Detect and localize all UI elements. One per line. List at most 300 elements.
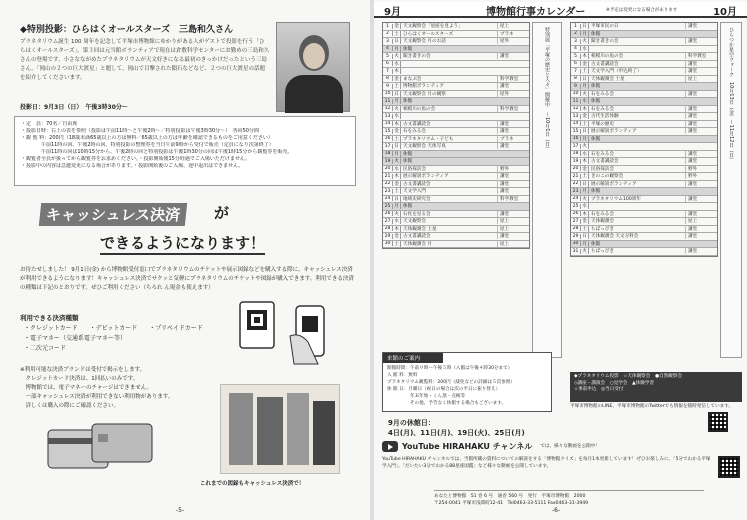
calendar-event: 天体観測会 [591,219,614,225]
calendar-place: 講堂 [685,106,717,112]
calendar-event: ちばっぴき [591,249,614,255]
calendar-date: 10 [571,91,581,96]
calendar-row [571,143,717,151]
calendar-weekday: 金 [581,113,589,119]
calendar-date: 29 [383,234,393,239]
calendar-place: 科学教室 [497,196,529,202]
calendar-place: 講堂 [497,233,529,239]
calendar-date: 1 [383,24,393,29]
footer [434,490,704,507]
calendar-event: ひらはくオールスターズ [403,31,454,37]
calendar-weekday: 火 [393,211,401,217]
youtube-icon [382,441,398,452]
calendar-event: 石をみる会 [591,91,614,97]
calendar-row [383,98,529,106]
calendar-place: 講堂 [497,143,529,149]
calendar-row [571,113,717,121]
footer-line: 〒254-0041 平塚市浅間町12-41 Tel0463-33-5111 Fax0463-31-3949 [434,501,589,506]
guest-photo [276,22,350,112]
calendar-row [383,46,529,54]
calendar-weekday: 月 [581,188,589,194]
calendar-place: 野外 [497,166,529,172]
calendar-event: 休館 [591,241,601,247]
calendar-weekday: 木 [393,68,401,74]
hours-line: プラネタリウム観覧料：200円（減免などの詳細は５頁参照） [387,380,516,385]
calendar-event: 古文書講読会 [403,181,431,187]
calendar-weekday: 木 [581,158,589,164]
calendar-weekday: 水 [393,61,401,67]
calendar-place: 講堂 [497,128,529,134]
calendar-date: 14 [383,121,393,126]
calendar-row [383,211,529,219]
calendar-date: 1 [571,24,581,29]
calendar-date: 24 [571,196,581,201]
calendar-place: 野外 [685,173,717,179]
calendar-place: 講堂 [685,158,717,164]
payment-notes [20,366,210,411]
calendar-date: 4 [383,46,393,51]
left-page [0,0,370,520]
info-line: ・定 員：70名／自由席 [21,121,78,127]
calendar-weekday: 水 [581,203,589,209]
calendar-row [571,151,717,159]
calendar-event: 古代生活体験 [591,114,619,120]
calendar-row [383,203,529,211]
calendar-row [383,173,529,181]
calendar-weekday: 土 [393,83,401,89]
calendar-place: 講堂 [497,83,529,89]
calendar-event: 天文観察会 天体写真 [403,144,446,150]
calendar-event: 休館 [403,151,413,157]
calendar-row [571,233,717,241]
calendar-row [571,128,717,136]
calendar-place: 科学教室 [497,106,529,112]
calendar-date: 15 [571,129,581,134]
calendar-row [383,241,529,249]
calendar-place: 講堂 [685,211,717,217]
calendar-date: 25 [571,204,581,209]
calendar-event: 休館 [403,46,413,52]
calendar-row [571,31,717,39]
calendar-weekday: 日 [393,91,401,97]
planetarium-info-box [14,116,356,186]
calendar-date: 24 [383,196,393,201]
calendar-date: 16 [383,136,393,141]
calendar-weekday: 火 [581,143,589,149]
calendar-event: 平塚市民の日 [591,24,619,30]
payment-methods-list [24,324,203,354]
calendar-place: 講堂 [685,128,717,134]
calendar-event: 休館 [403,159,413,165]
youtube-title: YouTube HIRAHAKU チャンネル [402,441,533,451]
calendar-weekday: 火 [393,53,401,59]
calendar-place: 講堂 [497,181,529,187]
calendar-place: 屋外 [497,91,529,97]
calendar-date: 20 [571,166,581,171]
calendar-row [383,76,529,84]
calendar-date: 22 [571,181,581,186]
calendar-row [571,188,717,196]
calendar-weekday: 日 [581,23,589,29]
calendar-date: 8 [383,76,393,81]
calendar-row [571,98,717,106]
calendar-weekday: 金 [393,233,401,239]
calendar-date: 7 [383,69,393,74]
guest-body: プラネタリウム誕生 100 周年を記念して平塚市博物館にゆかりがある人がゲストで投影を行う「ひらはくオールスターズ」。第３回は元当館ボランティアで現在は倉敷科学センターにお勤めの三島和久さんの登場です。小さなながめたプラネタリウムが天文好きになる最初のきっかけだったという三島さん。「岡山の２つの巨大渡星」と題して、岡山で目撃された隕石などなど、２つの巨大渡星の話題を紹介してくださいます。 [20,39,270,81]
legend-line: ◆プラネタリウム投影 ☆天体観察会 ●自然観察会 [574,374,682,379]
cashless-heading: キャッシュレス決済 [39,203,188,226]
method-debit: ・デビットカード [89,325,138,332]
calendar-row [571,91,717,99]
calendar-place: 科学教室 [685,53,717,59]
calendar-event: 休館 [403,204,413,210]
calendar-place: 屋上 [497,218,529,224]
calendar-weekday: 金 [581,218,589,224]
hours-line: 開館時間：午前９時～午後５時（入館は午後４時30分まで） [387,366,513,371]
vertical-note: 特別展「平塚の歴史と人々」開催中 ～10月1日（日） [544,27,550,152]
calendar-weekday: 木 [393,226,401,232]
visitor-info-box [382,352,552,412]
calendar-place: 講堂 [685,196,717,202]
calendar-date: 9 [383,84,393,89]
calendar-event: 天文観察会 [403,219,426,225]
calendar-place: 講堂 [685,226,717,232]
vertical-note-bar [532,22,562,358]
calendar-row [383,151,529,159]
calendar-row [571,218,717,226]
calendar-date: 8 [571,76,581,81]
calendar-event: 天文学入門 [403,189,426,195]
calendar-row [571,211,717,219]
calendar-place: 講堂 [685,68,717,74]
method-prepaid: ・プリペイドカード [149,325,203,332]
calendar-weekday: 日 [581,76,589,82]
calendar-date: 16 [571,136,581,141]
cashless-heading-2: できるようになります！ [100,232,265,255]
calendar-date: 31 [571,249,581,254]
calendar-place: 講堂 [685,181,717,187]
calendar-weekday: 土 [581,226,589,232]
calendar-weekday: 木 [393,173,401,179]
calendar-row [571,248,717,256]
calendar-weekday: 金 [581,166,589,172]
calendar-event: 休館 [591,84,601,90]
calendar-date: 21 [571,174,581,179]
calendar-date: 5 [383,54,393,59]
calendar-date: 12 [383,106,393,111]
calendar-title: 博物館行事カレンダー [486,7,586,18]
calendar-legend [570,372,742,402]
calendar-row [571,23,717,31]
qr-code-youtube[interactable] [718,456,740,478]
calendar-weekday: 土 [393,136,401,142]
closed-days-title: 9月の休館日： [388,419,435,427]
calendar-row [571,83,717,91]
calendar-row [571,158,717,166]
calendar-date: 9 [571,84,581,89]
calendar-place: 屋外 [497,38,529,44]
calendar-weekday: 火 [581,248,589,254]
calendar-date: 7 [571,69,581,74]
calendar-row [383,181,529,189]
calendar-date: 23 [571,189,581,194]
hours-line: その他、予告なく休館する場合もございます。 [387,401,507,406]
calendar-date: 13 [383,114,393,119]
calendar-date: 15 [383,129,393,134]
calendar-place: 講堂 [685,61,717,67]
calendar-row [383,226,529,234]
september-calendar [382,22,530,249]
vertical-note-bar-2 [720,22,742,358]
calendar-weekday: 日 [393,196,401,202]
page-number-left: -5- [176,507,185,514]
calendar-weekday: 土 [393,188,401,194]
calendar-row [383,23,529,31]
calendar-weekday: 火 [393,106,401,112]
calendar-event: 古文書講読会 [591,61,619,67]
books-caption: これまでの図録もキャッシュレス決済で！ [200,481,305,487]
calendar-weekday: 水 [581,98,589,104]
calendar-weekday: 水 [581,46,589,52]
calendar-weekday: 月 [393,46,401,52]
info-line: ・観 覧 料：200円（18歳未満65歳以上の方は無料／65歳以上の方は年齢を確認できるものをご用意ください） [21,135,273,141]
calendar-weekday: 月 [581,241,589,247]
calendar-weekday: 金 [393,23,401,29]
calendar-place: 講堂 [497,188,529,194]
calendar-place: 講堂 [685,151,717,157]
calendar-place: 講堂 [685,121,717,127]
calendar-date: 11 [571,99,581,104]
calendar-weekday: 月 [393,98,401,104]
calendar-place: 講堂 [685,91,717,97]
calendar-event: 博物館ボランティア [403,84,444,90]
calendar-weekday: 土 [393,31,401,37]
page-number-right: -6- [552,507,561,514]
calendar-event: 相模川の魚の会 [403,106,436,112]
legend-line: ◇講座・講演会 ○見学会 ▲体験学習 [574,380,654,386]
calendar-row [571,203,717,211]
calendar-date: 14 [571,121,581,126]
calendar-row [383,136,529,144]
guest-title: ◆特別投影：ひらはくオールスターズ 三島和久さん [20,25,234,35]
calendar-event: 天体観測会 土星 [591,76,625,82]
calendar-event: 天体観測会 天文分科会 [591,234,639,240]
calendar-weekday: 土 [393,241,401,247]
calendar-event: 天文観察会 月の観察 [403,91,446,97]
calendar-event: 石をみる会 [403,129,426,135]
calendar-date: 22 [383,181,393,186]
qr-payment-illustration [230,296,350,368]
calendar-weekday: 水 [393,218,401,224]
calendar-weekday: 木 [581,211,589,217]
calendar-event: 石をみる会 [591,106,614,112]
info-line: ・投影日時：右上の表を参照（投影は午前11時～と午後2時～／特別投影は午後3時30分～） 各回50分間 [21,128,259,134]
calendar-row [383,218,529,226]
calendar-place: 講堂 [685,248,717,254]
calendar-date: 27 [383,219,393,224]
calendar-weekday: 月 [581,136,589,142]
calendar-event: 聞き書きの会 [591,39,619,45]
calendar-place: 講堂 [497,173,529,179]
calendar-date: 6 [383,61,393,66]
calendar-row [383,31,529,39]
calendar-row [383,113,529,121]
calendar-row [571,106,717,114]
calendar-row [383,91,529,99]
calendar-event: 平塚の歴史 [591,121,614,127]
calendar-event: 休館 [591,99,601,105]
calendar-row [571,121,717,129]
calendar-weekday: 日 [393,38,401,44]
calendar-date: 10 [383,91,393,96]
calendar-event: プラネタリウム・子ども [403,136,454,142]
calendar-date: 12 [571,106,581,111]
calendar-weekday: 金 [581,61,589,67]
calendar-place: 講堂 [497,121,529,127]
calendar-row [383,143,529,151]
youtube-subtitle: では、様々な動画を公開中！ [540,444,600,449]
calendar-row [571,241,717,249]
calendar-place: 屋上 [497,23,529,29]
calendar-event: 展示解説ボランティア [591,129,637,135]
month-october-label: 10月 [713,7,737,18]
calendar-date: 21 [383,174,393,179]
closed-days: 4日(月)、11日(月)、19日(火)、25日(月) [388,429,525,437]
calendar-event: 休館 [591,136,601,142]
calendar-row [383,128,529,136]
calendar-event: 休館 [591,31,601,37]
calendar-date: 3 [571,39,581,44]
calendar-row [383,106,529,114]
calendar-date: 18 [383,151,393,156]
note-line: 一部キャッシュレス決済が利用できない利用物があります。 [20,394,174,400]
calendar-weekday: 金 [393,181,401,187]
calendar-date: 2 [383,31,393,36]
legend-line: ☆事前申込 ◎当日受付 [574,387,624,392]
youtube-body: YouTube HIRAHAKU チャンネルでは、当館所蔵の資料についての解説をする「博物館クイズ」を毎月1本更新しています！ぜひお楽しみに。「5分でわかる平塚学入門」、「だいたい3分でわかる88星座図鑑」など様々な動画を公開しています。 [382,457,711,469]
calendar-date: 26 [571,211,581,216]
calendar-row [383,53,529,61]
calendar-event: 地域史研究会 [403,196,431,202]
calendar-row [383,188,529,196]
calendar-date: 2 [571,31,581,36]
card-payment-illustration [40,418,160,478]
line-info: 平塚市博物館のLINE、平塚市博物館のTwitterでも情報を随時発信しています。 [570,404,734,409]
calendar-date: 5 [571,54,581,59]
calendar-weekday: 木 [581,106,589,112]
note-line: 詳しくは購入の際にご確認ください。 [20,403,120,409]
calendar-event: 天体観測会 月 [403,241,433,247]
calendar-row [383,38,529,46]
hours-line: 入 館 料：無料 [387,373,418,378]
calendar-place: プラネ [497,136,529,142]
calendar-header [374,2,747,18]
calendar-weekday: 土 [581,68,589,74]
month-september-label: 9月 [384,7,401,18]
calendar-place: 屋上 [497,241,529,247]
calendar-weekday: 火 [581,91,589,97]
calendar-row [383,121,529,129]
calendar-date: 23 [383,189,393,194]
calendar-weekday: 火 [581,38,589,44]
calendar-event: 石をみる会 [591,211,614,217]
calendar-weekday: 土 [581,121,589,127]
calendar-place: 科学教室 [497,76,529,82]
calendar-row [571,53,717,61]
calendar-date: 20 [383,166,393,171]
calendar-weekday: 火 [393,158,401,164]
calendar-row [383,166,529,174]
calendar-event: 石化を見る会 [403,211,431,217]
calendar-row [571,226,717,234]
calendar-event: 展示解説ボランティア [403,174,449,180]
calendar-weekday: 土 [581,173,589,179]
calendar-event: 古文書講読会 [403,121,431,127]
calendar-row [571,61,717,69]
calendar-weekday: 日 [581,233,589,239]
calendar-event: 展示解説ボランティア [591,181,637,187]
calendar-place: プラネ [497,31,529,37]
calendar-weekday: 日 [393,143,401,149]
calendar-event: 休館 [591,189,601,195]
calendar-place: 講堂 [685,23,717,29]
calendar-weekday: 月 [581,31,589,37]
calendar-row [571,166,717,174]
calendar-event: 古文書講読会 [591,159,619,165]
calendar-place: 屋上 [497,226,529,232]
calendar-row [571,76,717,84]
calendar-date: 6 [571,61,581,66]
october-calendar [570,22,718,257]
calendar-date: 30 [571,241,581,246]
calendar-event: 民俗探訪会 [591,166,614,172]
calendar-row [383,196,529,204]
calendar-weekday: 月 [581,83,589,89]
calendar-date: 17 [571,144,581,149]
calendar-place: 屋上 [685,218,717,224]
calendar-weekday: 金 [393,128,401,134]
calendar-event: 相模川の魚の会 [591,54,624,60]
calendar-place: 講堂 [685,38,717,44]
calendar-row [571,46,717,54]
calendar-place: 野外 [685,166,717,172]
calendar-event: 古文書講読会 [403,234,431,240]
calendar-weekday: 水 [393,113,401,119]
calendar-row [383,83,529,91]
vertical-note-2: ひらつか星空ウォーク 10月13日（金）～11月12日（日） [728,27,734,163]
payment-methods-title: 利用できる決済種類 [20,314,79,322]
calendar-row [571,196,717,204]
calendar-row [571,136,717,144]
calendar-event: まなぶ会 [403,76,422,82]
method-emoney: ・電子マネー（交通系電子マネー等） [24,335,127,342]
calendar-place: 屋上 [685,76,717,82]
qr-code-line[interactable] [708,412,728,432]
calendar-place: 講堂 [497,53,529,59]
info-line: 午前11時の回、午後2時の回、特別投影の整理券を当日午前9時から受付で販売（定員になり次第終了） [21,142,274,148]
calendar-row [383,158,529,166]
calendar-row [383,233,529,241]
guest-date: 投影日：9月3日（日） 午後3時30分～ [20,104,128,111]
calendar-weekday: 金 [393,76,401,82]
info-line: ・投影中の内容は急遽変更になる場合があります。・投影開始後のご入場、途中退出はできません。 [21,163,244,169]
calendar-event: プラネタリウム100周年 [591,196,641,202]
calendar-date: 25 [383,204,393,209]
right-page [374,0,747,520]
method-qr: ・二次元コード [24,345,67,352]
note-line: クレジットカード決済は、1回払いのみです。 [20,376,139,382]
cashless-body: お待たせしました！ 9月1日(金) から博物館受付窓口でプラネタリウムのチケットや展示図録などを購入する際に、キャッシュレス決済が利用できるようになります！キャッシュレス決済でサクッと気軽にプラネタリウムのチケットや図録が購入できます。利用できる決済の種類は下記のとおりです。ぜひご利用ください（ちろれ ん現金も使えます） [20,267,354,291]
